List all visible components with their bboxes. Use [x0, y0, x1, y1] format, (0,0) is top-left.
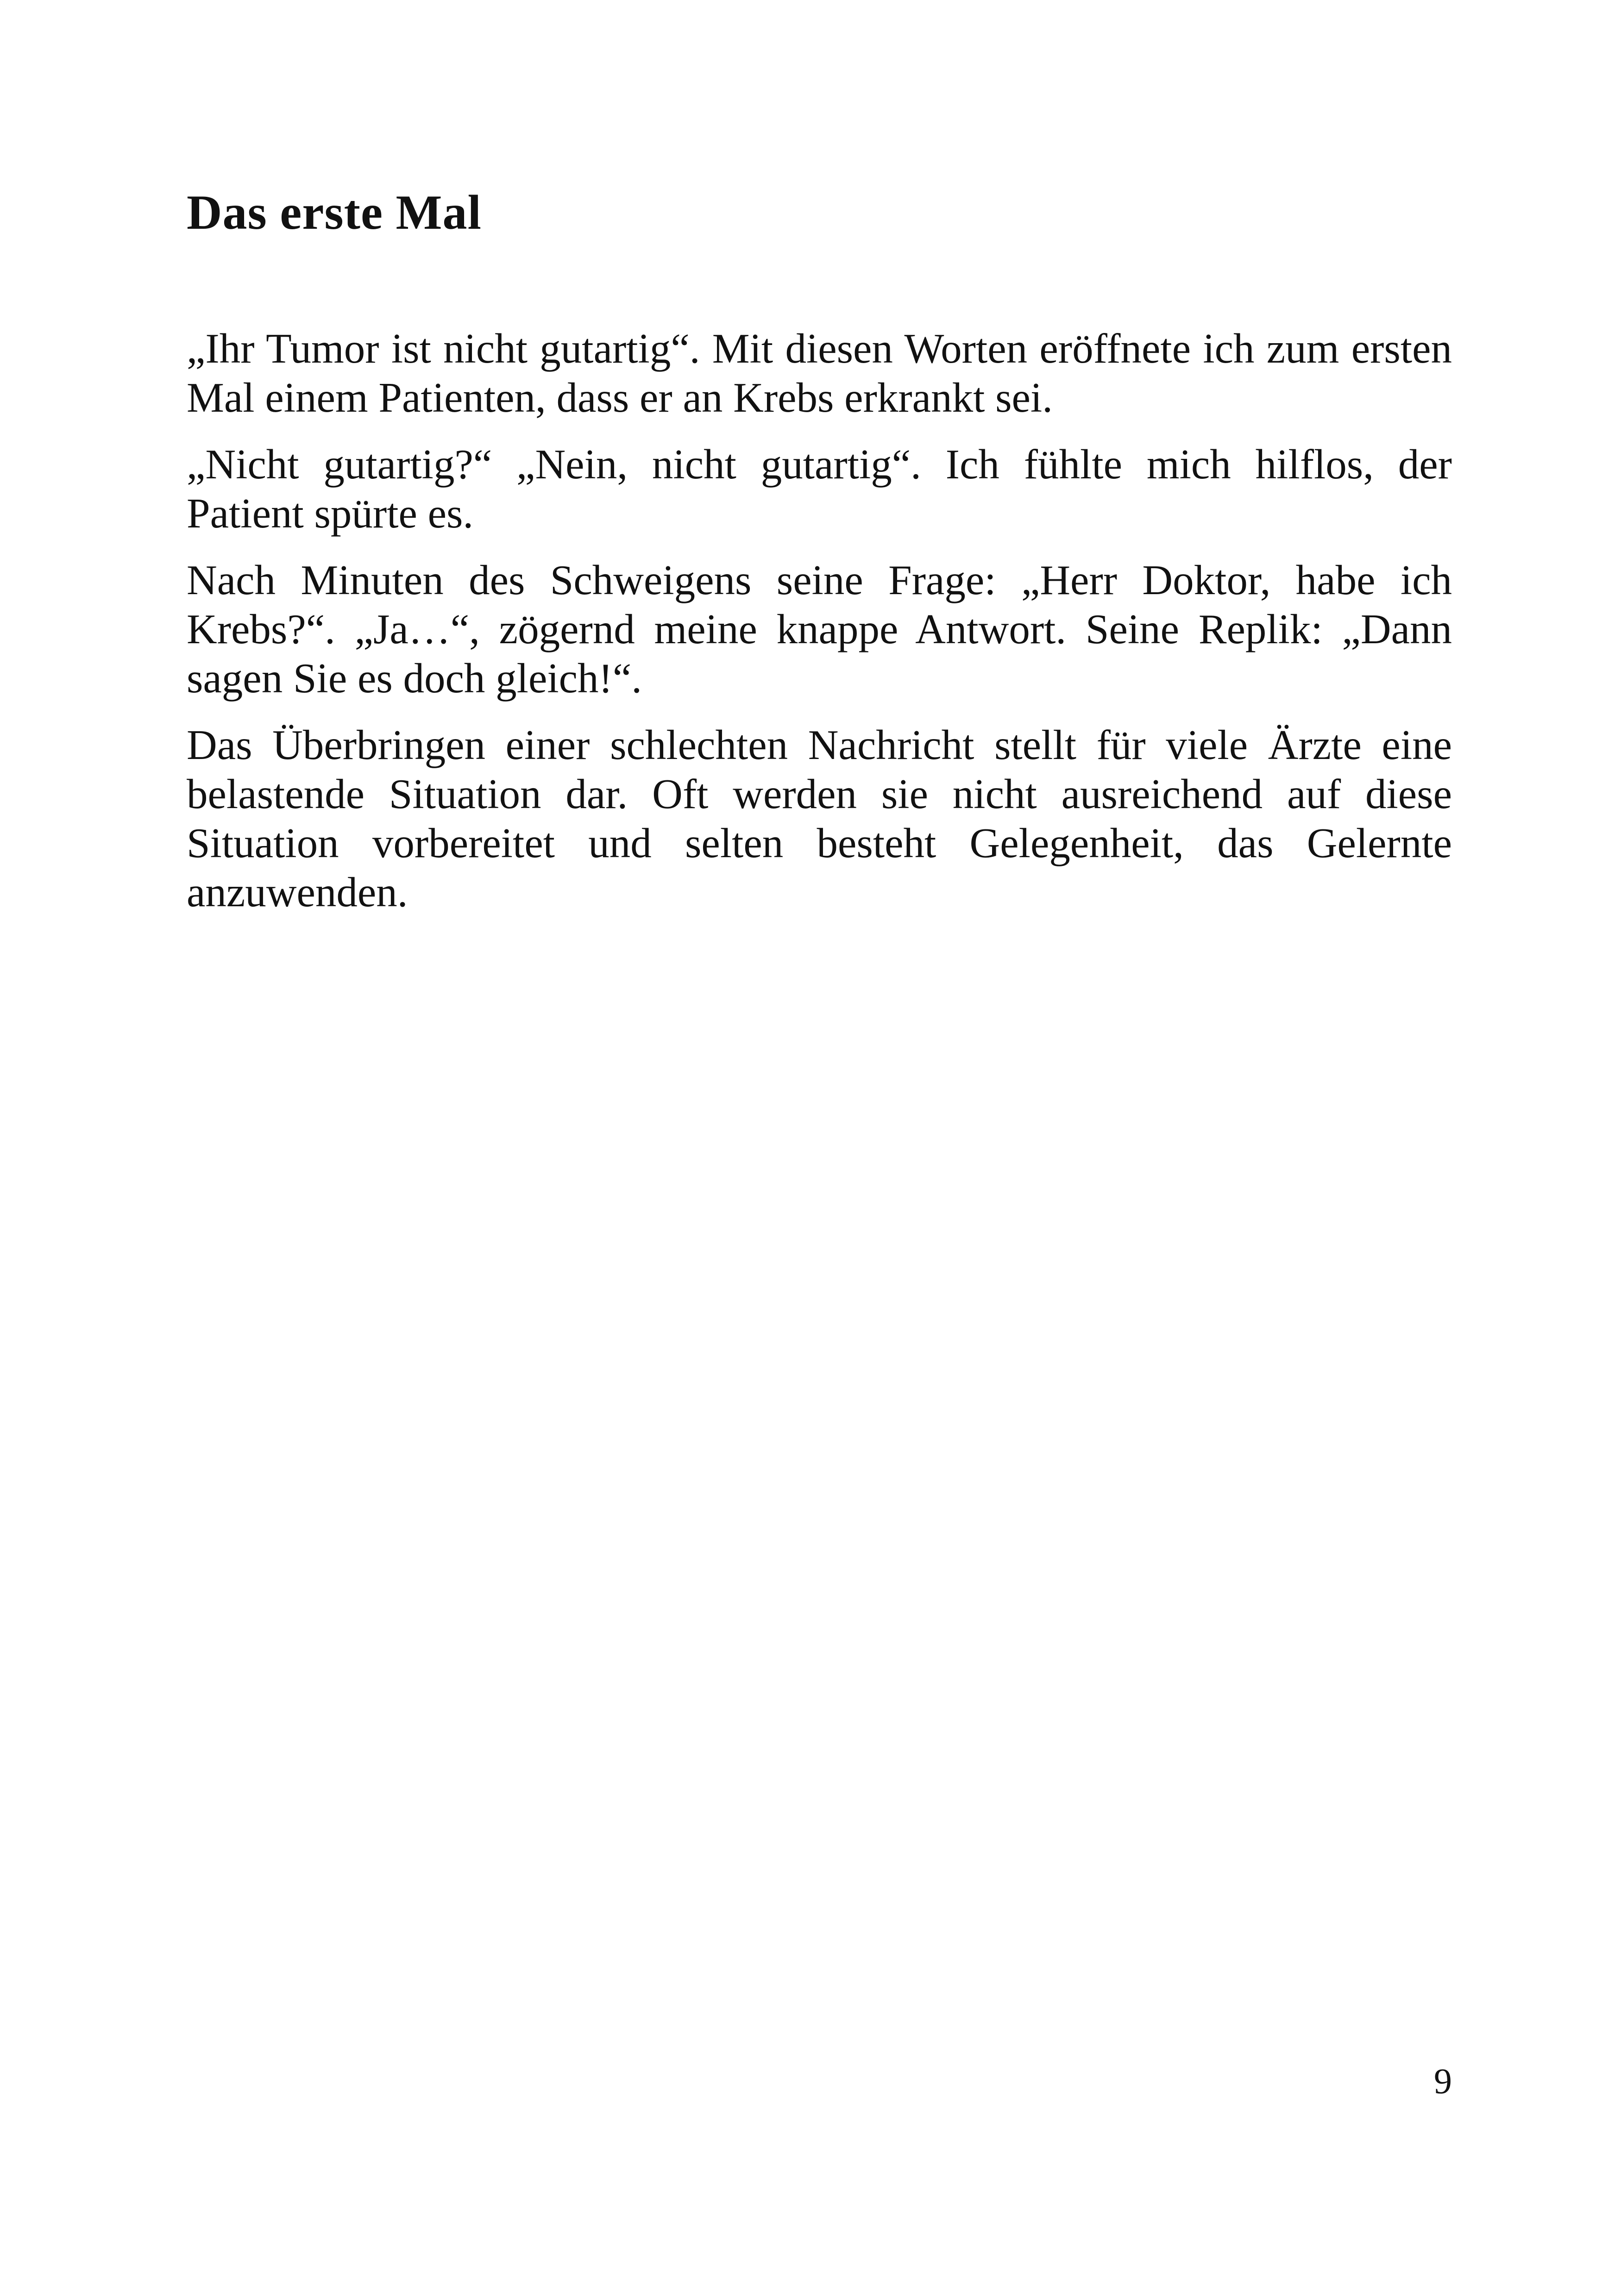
page-content — [187, 183, 1452, 935]
body-text — [187, 324, 1452, 917]
paragraph: Das Überbringen einer schlechten Nachricht stellt für viele Ärzte eine belastende Situation dar. Oft werden sie nicht ausreichend auf diese Situation vorbereitet und selten besteht Gelegenheit, das Gelernte anzuwenden. — [187, 721, 1452, 916]
paragraph: „Ihr Tumor ist nicht gutartig“. Mit diesen Worten eröffnete ich zum ersten Mal einem Patienten, dass er an Krebs erkrankt sei. — [187, 325, 1452, 421]
paragraph: „Nicht gutartig?“ „Nein, nicht gutartig“. Ich fühlte mich hilflos, der Patient spürte es. — [187, 441, 1452, 537]
paragraph: Nach Minuten des Schweigens seine Frage: „Herr Doktor, habe ich Krebs?“. „Ja…“, zögernd meine knappe Antwort. Seine Replik: „Dann sagen Sie es doch gleich!“. — [187, 557, 1452, 702]
page-number: 9 — [1434, 2061, 1452, 2101]
chapter-heading: Das erste Mal — [187, 185, 482, 239]
